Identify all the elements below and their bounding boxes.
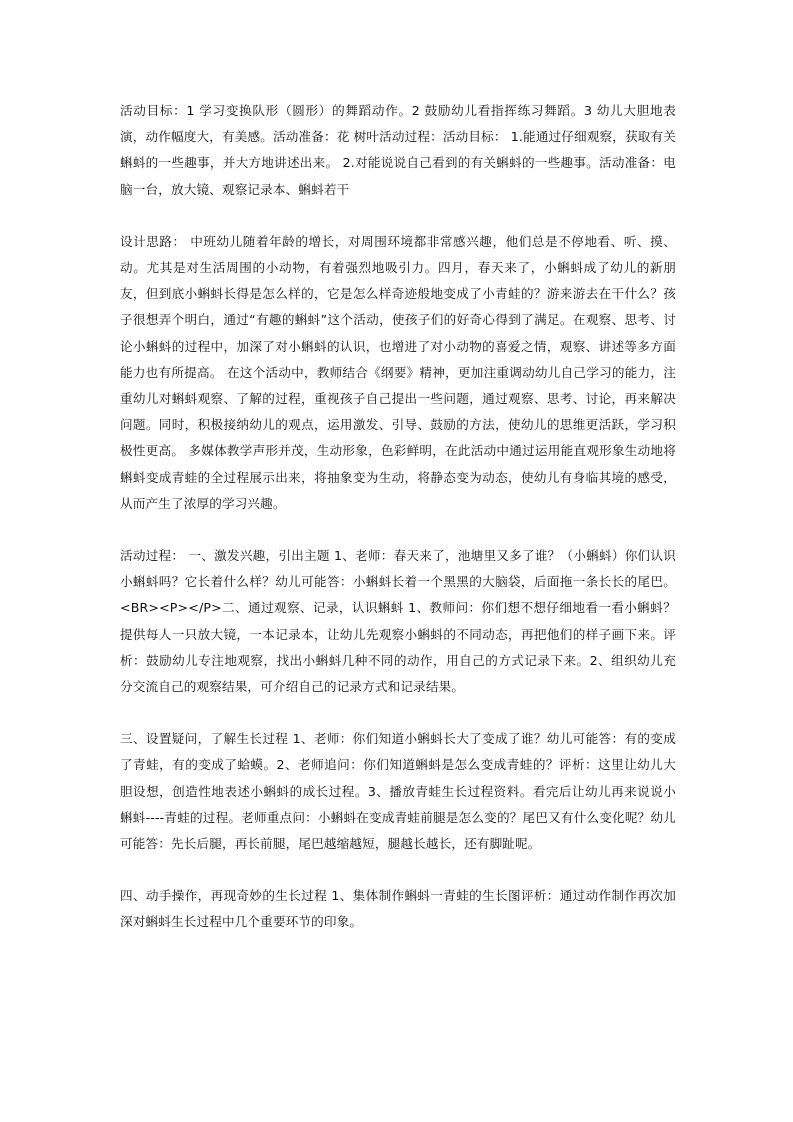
paragraph-gap [120,700,676,726]
paragraph-section-three: 三、设置疑问，了解生长过程 1、老师：你们知道小蝌蚪长大了变成了谁？幼儿可能答：有的变成了青蛙，有的变成了蛤蟆。2、老师追问：你们知道蝌蚪是怎么变成青蛙的？评析：这里让幼儿大胆设想，创造性地表述小蝌蚪的成长过程。3、播放青蛙生长过程资料。看完后让幼儿再来说说小蝌蚪----青蛙的过程。老师重点问：小蝌蚪在变成青蛙前腿是怎么变的？尾巴又有什么变化呢？幼儿可能答：先长后腿，再长前腿，尾巴越缩越短，腿越长越长，还有脚趾呢。 [120,731,676,852]
paragraph-gap [120,857,676,883]
paragraph-design-idea: 设计思路： 中班幼儿随着年龄的增长，对周围环境都非常感兴趣，他们总是不停地看、听、摸、动。尤其是对生活周围的小动物，有着强烈地吸引力。四月，春天来了，小蝌蚪成了幼儿的新朋友，但到底小蝌蚪长得是怎么样的，它是怎么样奇迹般地变成了小青蛙的？游来游去在干什么？孩子很想弄个明白，通过“有趣的蝌蚪”这个活动，使孩子们的好奇心得到了满足。在观察、思考、讨论小蝌蚪的过程中，加深了对小蝌蚪的认识，也增进了对小动物的喜爱之情，观察、讲述等多方面能力也有所提高。 在这个活动中，教师结合《纲要》精神，更加注重调动幼儿自己学习的能力，注重幼儿对蝌蚪观察、了解的过程，重视孩子自己提出一些问题，通过观察、思考、讨论，再来解决问题。同时，积极接纳幼儿的观点，运用激发、引导、鼓励的方法，使幼儿的思维更活跃，学习积极性更高。 多媒体教学声形并茂，生动形象，色彩鲜明，在此活动中通过运用能直观形象生动地将蝌蚪变成青蛙的全过程展示出来，将抽象变为生动，将静态变为动态，使幼儿有身临其境的感受，从而产生了浓厚的学习兴趣。 [120,233,676,511]
document-body [120,98,676,936]
paragraph-activity-goals: 活动目标：1 学习变换队形（圆形）的舞蹈动作。2 鼓励幼儿看指挥练习舞蹈。3 幼儿大胆地表演，动作幅度大，有美感。活动准备：花 树叶活动过程：活动目标： 1.能通过仔细观察，获取有关蝌蚪的一些趣事，并大方地讲述出来。 2.对能说说自己看到的有关蝌蚪的一些趣事。活动准备：电脑一台，放大镜、观察记录本、蝌蚪若干 [120,103,676,197]
paragraph-gap [120,517,676,543]
paragraph-gap [120,203,676,229]
paragraph-section-four: 四、动手操作，再现奇妙的生长过程 1、集体制作蝌蚪一青蛙的生长图评析：通过动作制作再次加深对蝌蚪生长过程中几个重要环节的印象。 [120,888,676,930]
paragraph-activity-process: 活动过程： 一、激发兴趣，引出主题 1、老师：春天来了，池塘里又多了谁？（小蝌蚪）你们认识小蝌蚪吗？它长着什么样？幼儿可能答：小蝌蚪长着一个黑黑的大脑袋，后面拖一条长长的尾巴。 <BR><P></P>二、通过观察、记录，认识蝌蚪 1、教师问：你们想不想仔细地看一看小蝌蚪？提供每人一只放大镜，一本记录本，让幼儿先观察小蝌蚪的不同动态，再把他们的样子画下来。评析：鼓励幼儿专注地观察，找出小蝌蚪几种不同的动作，用自己的方式记录下来。2、组织幼儿充分交流自己的观察结果，可介绍自己的记录方式和记录结果。 [120,548,676,695]
